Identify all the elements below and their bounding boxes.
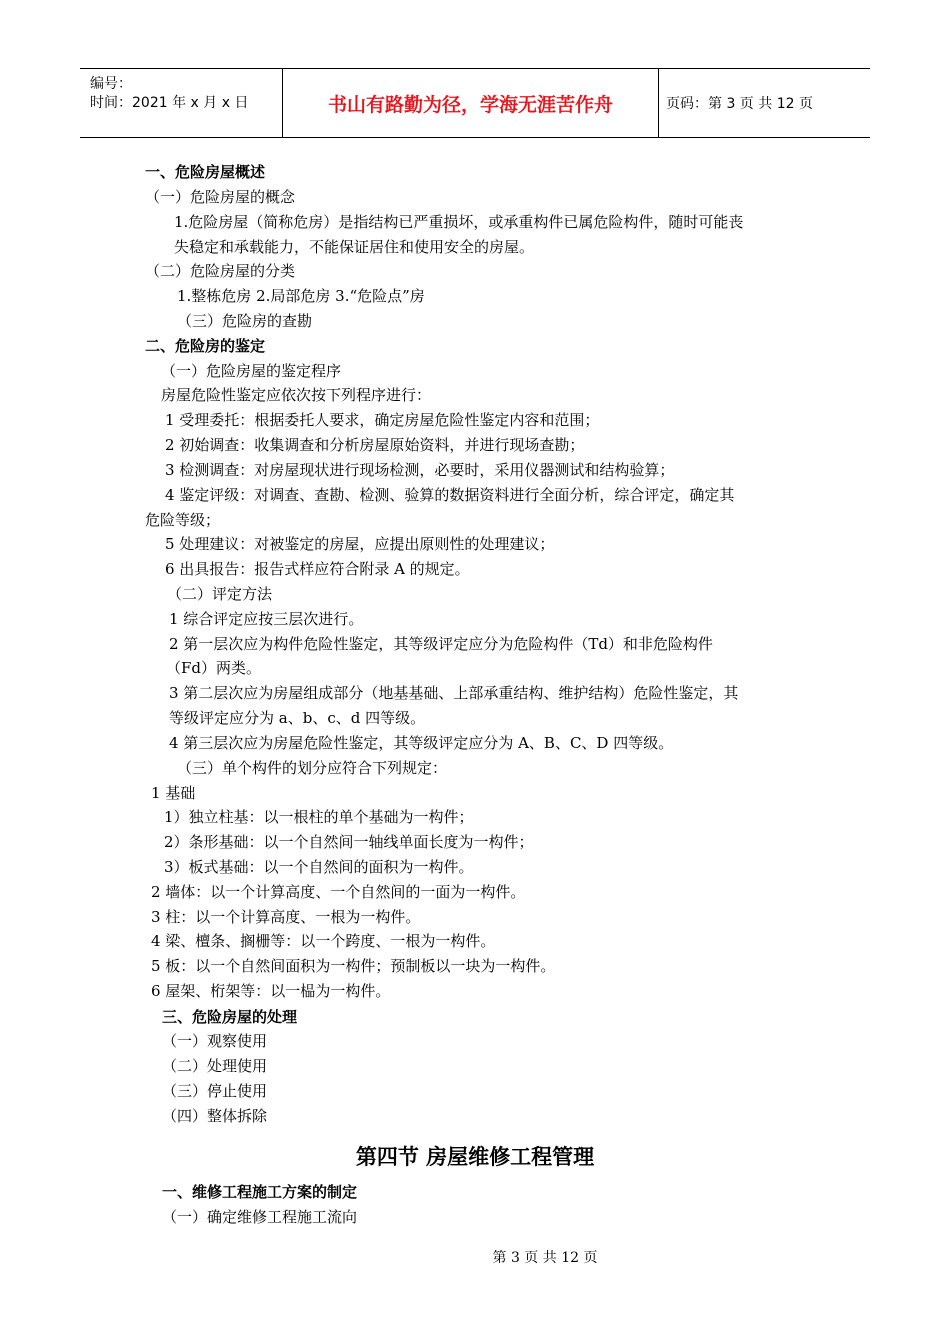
document-date: 时间：2021 年 x 月 x 日 [90,95,249,111]
paragraph-line: 失稳定和承载能力，不能保证居住和使用安全的房屋。 [174,238,535,256]
subheading: （一）危险房屋的概念 [145,188,296,206]
list-item: 4 梁、檀条、搁栅等：以一个跨度、一根为一构件。 [151,932,496,950]
list-item: 1 综合评定应按三层次进行。 [169,610,364,628]
list-item-continued: 等级评定应分为 a、b、c、d 四等级。 [169,709,426,727]
list-item-continued: 危险等级； [145,511,221,529]
list-item: 3 检测调查：对房屋现状进行现场检测，必要时，采用仪器测试和结构验算； [165,461,675,479]
subheading: （二）危险房屋的分类 [145,262,296,280]
section-title: 第四节 房屋维修工程管理 [355,1145,595,1169]
list-item: 2 墙体：以一个计算高度、一个自然间的一面为一构件。 [151,883,526,901]
list-item: （一）观察使用 [162,1032,268,1050]
list-item: 5 板：以一个自然间面积为一构件；预制板以一块为一构件。 [151,957,556,975]
header-page-info: 页码：第 3 页 共 12 页 [666,96,813,112]
heading-1: 一、维修工程施工方案的制定 [162,1183,358,1201]
paragraph-line: 房屋危险性鉴定应依次按下列程序进行： [161,386,432,404]
list-item: 4 鉴定评级：对调查、查勘、检测、验算的数据资料进行全面分析，综合评定，确定其 [165,486,735,504]
list-item: （三）停止使用 [162,1082,268,1100]
paragraph-line: 1.危险房屋（简称危房）是指结构已严重损坏，或承重构件已属危险构件，随时可能丧 [174,213,744,231]
heading-1: 一、危险房屋概述 [145,163,266,181]
page-footer: 第 3 页 共 12 页 [492,1250,598,1266]
list-item: 5 处理建议：对被鉴定的房屋，应提出原则性的处理建议； [165,535,555,553]
subheading: （三）单个构件的划分应符合下列规定： [177,759,448,777]
list-item: 2 初始调查：收集调查和分析房屋原始资料，并进行现场查勘； [165,436,585,454]
list-item: 6 出具报告：报告式样应符合附录 A 的规定。 [165,560,470,578]
list-item: 3）板式基础：以一个自然间的面积为一构件。 [164,858,474,876]
list-item: 4 第三层次应为房屋危险性鉴定，其等级评定应分为 A、B、C、D 四等级。 [169,734,674,752]
subheading: （三）危险房的查勘 [177,312,313,330]
list-item: 2）条形基础：以一个自然间一轴线单面长度为一构件； [164,833,534,851]
heading-3: 三、危险房屋的处理 [162,1008,298,1026]
list-item: 1 受理委托：根据委托人要求，确定房屋危险性鉴定内容和范围； [165,411,600,429]
list-item: （四）整体拆除 [162,1107,268,1125]
list-item: 3 柱：以一个计算高度、一根为一构件。 [151,908,421,926]
document-number-label: 编号： [90,76,132,92]
list-item: 1 基础 [151,784,196,802]
list-item-continued: （Fd）两类。 [166,659,262,677]
subheading: （二）评定方法 [167,585,273,603]
heading-2: 二、危险房的鉴定 [145,337,266,355]
header-motto: 书山有路勤为径，学海无涯苦作舟 [282,69,659,137]
paragraph-line: 1.整栋危房 2.局部危房 3.“危险点”房 [177,287,425,305]
list-item: 6 屋架、桁架等：以一榀为一构件。 [151,982,391,1000]
list-item: 3 第二层次应为房屋组成部分（地基基础、上部承重结构、维护结构）危险性鉴定，其 [169,684,739,702]
subheading: （一）确定维修工程施工流向 [162,1208,358,1226]
list-item: （二）处理使用 [162,1057,268,1075]
list-item: 1）独立柱基：以一根柱的单个基础为一构件； [164,808,474,826]
page-header [80,68,870,138]
subheading: （一）危险房屋的鉴定程序 [161,362,342,380]
header-left-cell [80,69,282,137]
list-item: 2 第一层次应为构件危险性鉴定，其等级评定应分为危险构件（Td）和非危险构件 [169,635,713,653]
